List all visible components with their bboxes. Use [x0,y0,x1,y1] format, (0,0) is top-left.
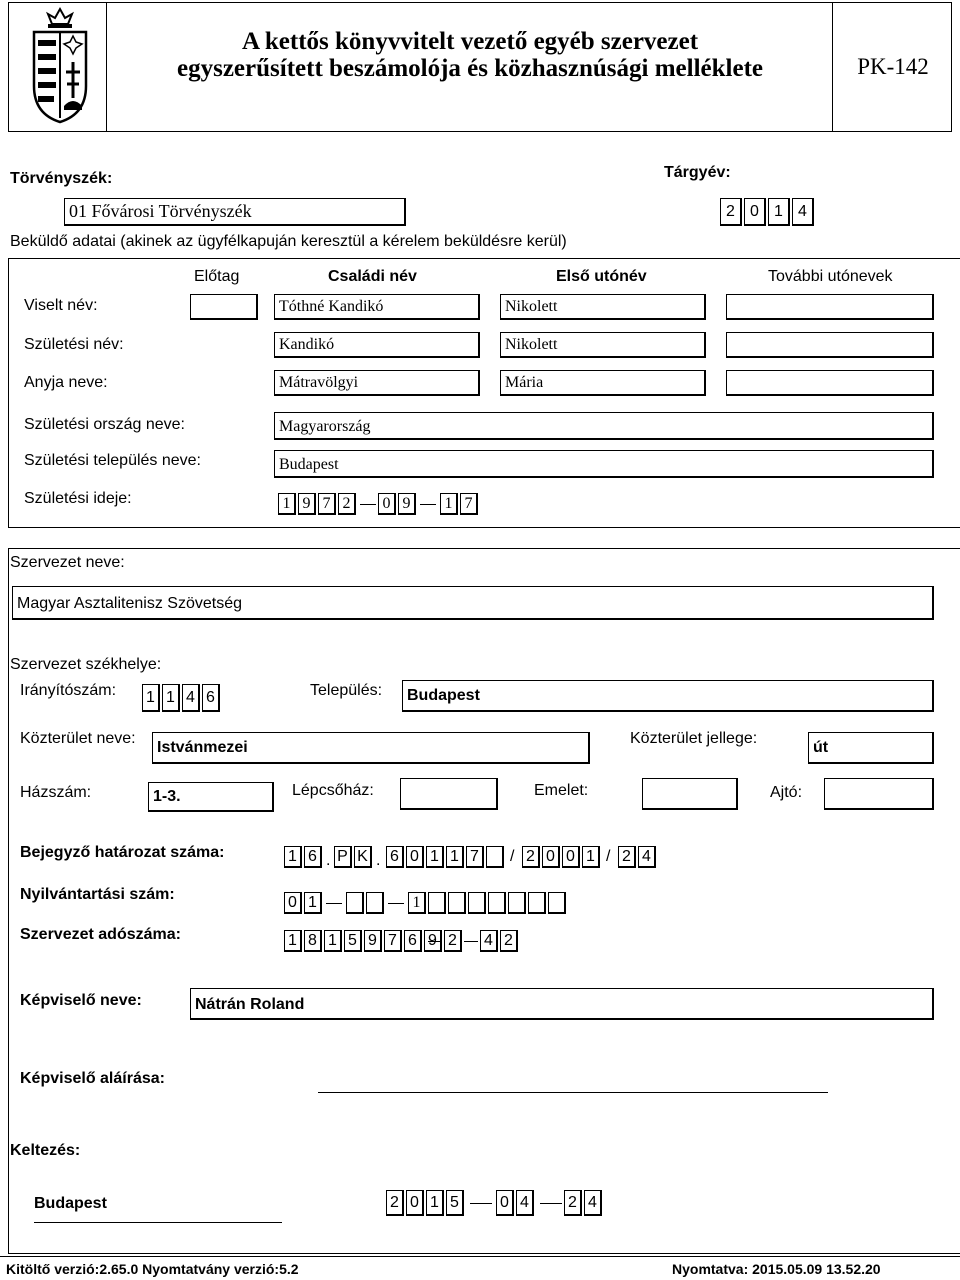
char-cell: 4 [638,846,656,868]
char-cell [448,892,466,914]
org-name-field[interactable] [12,586,934,620]
date-separator [470,1203,492,1204]
char-cell: 2 [500,930,518,952]
court-value: 01 Fővárosi Törvényszék [69,201,252,221]
street-value: Istvánmezei [157,739,248,756]
digit-cell: 4 [516,1190,534,1216]
footer-rule [0,1256,960,1257]
court-label: Törvényszék: [10,170,113,187]
char-cell: 1 [304,892,322,914]
birth-city-field[interactable] [274,450,934,478]
char-cell: 9 [424,930,442,952]
worn-prefix-field[interactable] [190,294,258,320]
decision-part1-cells[interactable] [284,846,324,868]
mother-first-value: Mária [505,374,544,391]
char-cell: 1 [284,846,302,868]
digit-cell: 5 [446,1190,464,1216]
slash-separator: / [606,848,611,865]
digit-cell: 1 [278,493,296,515]
birth-country-value: Magyarország [279,418,371,435]
decision-number-label: Bejegyző határozat száma: [20,844,225,861]
birth-first-value: Nikolett [505,336,558,353]
birth-name-label: Születési név: [24,336,124,353]
dating-place[interactable]: Budapest [34,1195,107,1212]
char-cell: K [354,846,372,868]
char-cell: 1 [446,846,464,868]
form-title-line2: egyszerűsített beszámolója és közhasznúsági melléklete [177,55,763,82]
house-number-label: Házszám: [20,784,92,801]
city-label: Település: [310,682,383,699]
char-cell: 0 [542,846,560,868]
digit-cell: 7 [460,493,478,515]
door-label: Ajtó: [770,784,803,801]
worn-name-label: Viselt név: [24,297,98,314]
dot-separator: . [326,852,331,869]
decision-part5-cells[interactable] [618,846,658,868]
digit-cell: 6 [202,684,220,712]
place-underline [34,1222,282,1223]
court-field[interactable] [64,198,406,226]
city-field[interactable] [402,680,934,712]
char-cell: 2 [522,846,540,868]
decision-part4-cells[interactable] [522,846,602,868]
slash-separator: / [510,848,515,865]
dot-separator: . [376,852,381,869]
dash-separator [428,941,442,942]
staircase-field[interactable] [400,778,498,810]
char-cell: 4 [480,930,498,952]
char-cell: 1 [284,930,302,952]
col-first-label: Első utónév [556,268,647,285]
dating-month-cells[interactable] [496,1190,536,1216]
digit-cell: 2 [720,198,742,226]
birth-first-field[interactable] [500,332,706,358]
digit-cell: 2 [386,1190,404,1216]
signature-line[interactable] [318,1092,828,1093]
birth-year-cells[interactable] [278,493,358,515]
floor-field[interactable] [642,778,738,810]
tax-part1-cells[interactable] [284,930,444,952]
street-label: Közterület neve: [20,730,136,747]
dash-separator [388,903,404,904]
subject-year-cells[interactable] [720,198,816,226]
org-name-value: Magyar Asztalitenisz Szövetség [17,595,242,612]
mother-name-label: Anyja neve: [24,374,108,391]
zip-label: Irányítószám: [20,682,117,699]
col-family-label: Családi név [328,268,417,285]
digit-cell: 4 [792,198,814,226]
digit-cell: 1 [142,684,160,712]
birth-country-field[interactable] [274,412,934,440]
zip-cells[interactable] [142,684,222,712]
char-cell: 1 [408,892,426,914]
char-cell: 6 [304,846,322,868]
tax-part3-cells[interactable] [480,930,520,952]
char-cell [528,892,546,914]
representative-name-field[interactable] [190,988,934,1020]
char-cell [346,892,364,914]
floor-label: Emelet: [534,782,589,799]
representative-signature-label: Képviselő aláírása: [20,1070,165,1087]
char-cell: 2 [618,846,636,868]
char-cell: 2 [444,930,462,952]
mother-family-field[interactable] [274,370,480,396]
staircase-label: Lépcsőház: [292,782,374,799]
dating-label: Keltezés: [10,1142,81,1159]
char-cell [468,892,486,914]
digit-cell: 1 [768,198,790,226]
registry-number-label: Nyilvántartási szám: [20,886,175,903]
footer-printed: Nyomtatva: 2015.05.09 13.52.20 [672,1261,881,1277]
birth-date-label: Születési ideje: [24,490,132,507]
digit-cell: 1 [162,684,180,712]
char-cell: P [334,846,352,868]
mother-family-value: Mátravölgyi [279,374,359,391]
digit-cell: 0 [406,1190,424,1216]
char-cell [488,892,506,914]
birth-other-field[interactable] [726,332,934,358]
registry-part3-cells[interactable] [408,892,568,914]
char-cell: 7 [466,846,484,868]
char-cell [428,892,446,914]
house-number-value: 1-3. [153,788,181,805]
tax-number-label: Szervezet adószáma: [20,926,181,943]
char-cell: 7 [384,930,402,952]
digit-cell: 9 [298,493,316,515]
digit-cell: 1 [426,1190,444,1216]
birth-family-field[interactable] [274,332,480,358]
street-type-label: Közterület jellege: [630,730,758,747]
street-type-field[interactable] [808,732,934,764]
char-cell: 8 [304,930,322,952]
birth-country-label: Születési ország neve: [24,416,185,433]
char-cell: 9 [364,930,382,952]
birth-city-label: Születési település neve: [24,452,201,469]
mother-other-field[interactable] [726,370,934,396]
birth-day-cells[interactable] [440,493,480,515]
digit-cell: 4 [182,684,200,712]
digit-cell: 1 [440,493,458,515]
registry-part2-cells[interactable] [346,892,386,914]
org-seat-label: Szervezet székhelye: [10,656,162,673]
worn-first-field[interactable] [500,294,706,320]
char-cell: 5 [344,930,362,952]
dash-separator [464,941,478,942]
form-title-line1: A kettős könyvvitelt vezető egyéb szervezet [241,28,699,55]
door-field[interactable] [824,778,934,810]
street-type-value: út [813,739,829,756]
char-cell [366,892,384,914]
birth-city-value: Budapest [279,456,339,473]
digit-cell: 7 [318,493,336,515]
sender-section-label: Beküldő adatai (akinek az ügyfélkapuján keresztül a kérelem beküldésre kerül) [10,233,567,250]
char-cell: 1 [324,930,342,952]
char-cell [508,892,526,914]
footer-version: Kitöltő verzió:2.65.0 Nyomtatvány verzió:5.2 [6,1261,299,1277]
decision-part2-cells[interactable] [334,846,374,868]
digit-cell: 2 [338,493,356,515]
worn-other-field[interactable] [726,294,934,320]
registry-part1-cells[interactable] [284,892,324,914]
char-cell: 6 [386,846,404,868]
char-cell: 6 [404,930,422,952]
col-prefix-label: Előtag [194,268,240,285]
street-field[interactable] [152,732,590,764]
digit-cell: 0 [378,493,396,515]
dating-day-cells[interactable] [564,1190,604,1216]
representative-name-label: Képviselő neve: [20,992,142,1009]
date-separator [540,1203,562,1204]
city-value: Budapest [407,687,480,704]
tax-part2-cells[interactable] [444,930,464,952]
birth-month-cells[interactable] [378,493,418,515]
header-divider [106,2,107,132]
digit-cell: 9 [398,493,416,515]
char-cell: 1 [582,846,600,868]
header-divider [832,2,833,132]
decision-part3-cells[interactable] [386,846,506,868]
org-name-label: Szervezet neve: [10,554,125,571]
char-cell [548,892,566,914]
worn-family-value: Tóthné Kandikó [279,298,384,315]
char-cell: 0 [284,892,302,914]
worn-first-value: Nikolett [505,298,558,315]
date-separator [360,504,376,505]
char-cell: 0 [562,846,580,868]
digit-cell: 4 [584,1190,602,1216]
digit-cell: 0 [496,1190,514,1216]
birth-family-value: Kandikó [279,336,335,353]
form-code: PK-142 [857,54,929,79]
digit-cell: 2 [564,1190,582,1216]
col-other-label: További utónevek [768,268,893,285]
house-number-field[interactable] [148,782,274,812]
mother-first-field[interactable] [500,370,706,396]
char-cell: 1 [426,846,444,868]
date-separator [420,504,436,505]
dating-year-cells[interactable] [386,1190,466,1216]
char-cell: 0 [406,846,424,868]
worn-family-field[interactable] [274,294,480,320]
dash-separator [326,903,342,904]
subject-year-label: Tárgyév: [664,164,731,181]
representative-name-value: Nátrán Roland [195,996,305,1013]
form-title [110,28,830,82]
digit-cell: 0 [744,198,766,226]
hungary-coat-of-arms-icon [30,6,90,124]
char-cell [486,846,504,868]
